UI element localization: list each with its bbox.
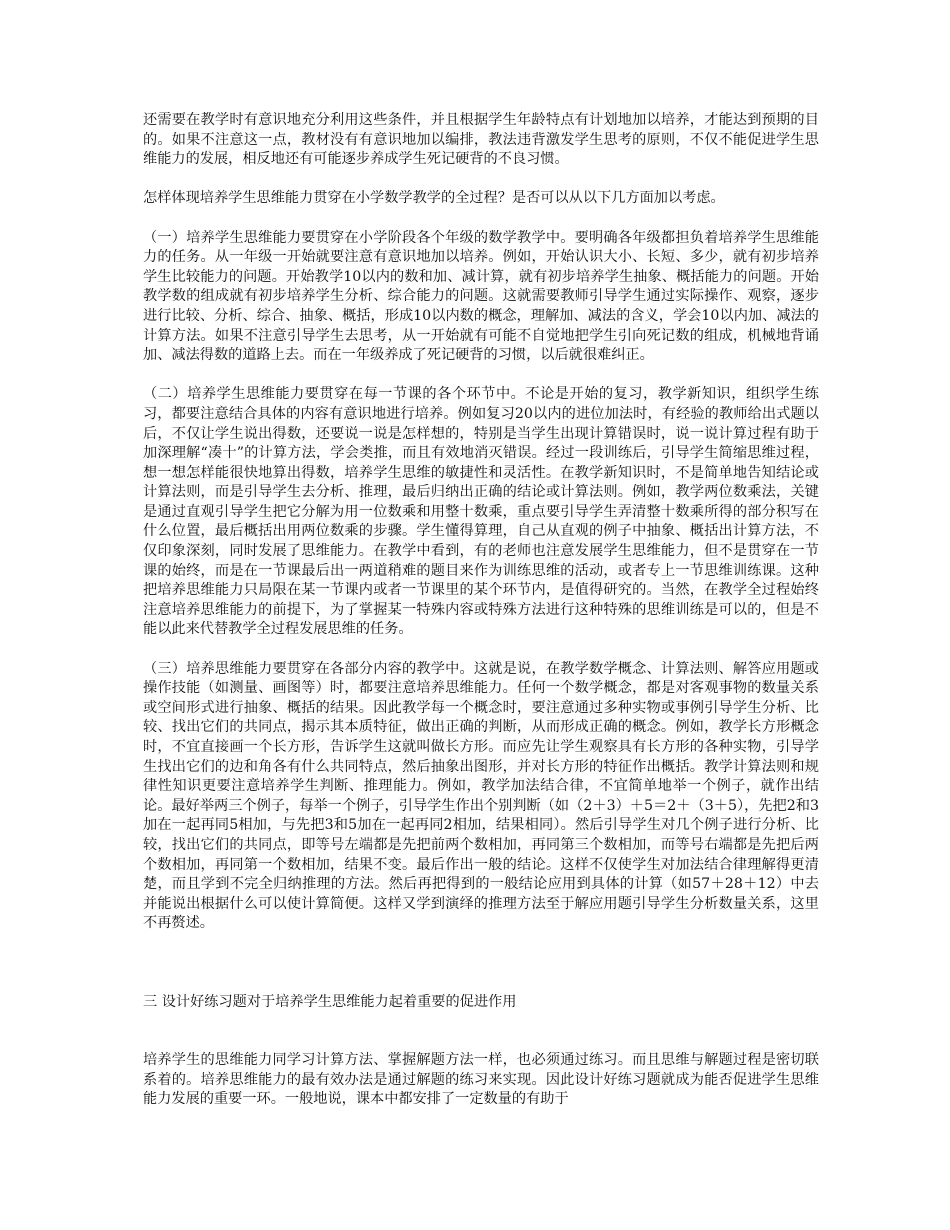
paragraph-section-3: 培养学生的思维能力同学习计算方法、掌握解题方法一样，也必须通过练习。而且思维与解题过程是密切联系着的。培养思维能力的最有效办法是通过解题的练习来实现。因此设计好练习题就成为能否促进学生思维能力发展的重要一环。一般地说，课本中都安排了一定数量的有助于	[143, 1052, 819, 1108]
paragraph-intro: 还需要在教学时有意识地充分利用这些条件，并且根据学生年龄特点有计划地加以培养，才能达到预期的目的。如果不注意这一点，教材没有有意识地加以编排，教法违背激发学生思考的原则，不仅不能促进学生思维能力的发展，相反地还有可能逐步养成学生死记硬背的不良习惯。	[143, 112, 819, 168]
paragraph-point-1: （一）培养学生思维能力要贯穿在小学阶段各个年级的数学教学中。要明确各年级都担负着培养学生思维能力的任务。从一年级一开始就要注意有意识地加以培养。例如，开始认识大小、长短、多少，就有初步培养学生比较能力的问题。开始教学10以内的数和加、减计算，就有初步培养学生抽象、概括能力的问题。开始教学数的组成就有初步培养学生分析、综合能力的问题。这就需要教师引导学生通过实际操作、观察，逐步进行比较、分析、综合、抽象、概括，形成10以内数的概念，理解加、减法的含义，学会10以内加、减法的计算方法。如果不注意引导学生去思考，从一开始就有可能不自觉地把学生引向死记数的组成，机械地背诵加、减法得数的道路上去。而在一年级养成了死记硬背的习惯，以后就很难纠正。	[143, 229, 819, 364]
document-page	[143, 111, 819, 1130]
paragraph-point-2: （二）培养学生思维能力要贯穿在每一节课的各个环节中。不论是开始的复习，教学新知识，组织学生练习，都要注意结合具体的内容有意识地进行培养。例如复习20以内的进位加法时，有经验的教师给出式题以后，不仅让学生说出得数，还要说一说是怎样想的，特别是当学生出现计算错误时，说一说计算过程有助于加深理解“凑十”的计算方法，学会类推，而且有效地消灭错误。经过一段训练后，引导学生简缩思维过程，想一想怎样能很快地算出得数，培养学生思维的敏捷性和灵活性。在教学新知识时，不是简单地告知结论或计算法则，而是引导学生去分析、推理，最后归纳出正确的结论或计算法则。例如，教学两位数乘法，关键是通过直观引导学生把它分解为用一位数乘和用整十数乘，重点要引导学生弄清整十数乘所得的部分积写在什么位置，最后概括出用两位数乘的步骤。学生懂得算理，自己从直观的例子中抽象、概括出计算方法，不仅印象深刻，同时发展了思维能力。在教学中看到，有的老师也注意发展学生思维能力，但不是贯穿在一节课的始终，而是在一节课最后出一两道稍难的题目来作为训练思维的活动，或者专上一节思维训练课。这种把培养思维能力只局限在某一节课内或者一节课里的某个环节内，是值得研究的。当然，在教学全过程始终注意培养思维能力的前提下，为了掌握某一特殊内容或特殊方法进行这种特殊的思维训练是可以的，但是不能以此来代替教学全过程发展思维的任务。	[143, 386, 819, 638]
paragraph-point-3: （三）培养思维能力要贯穿在各部分内容的教学中。这就是说，在教学数学概念、计算法则、解答应用题或操作技能（如测量、画图等）时，都要注意培养思维能力。任何一个数学概念，都是对客观事物的数量关系或空间形式进行抽象、概括的结果。因此教学每一个概念时，要注意通过多种实物或事例引导学生分析、比较、找出它们的共同点，揭示其本质特征，做出正确的判断，从而形成正确的概念。例如，教学长方形概念时，不宜直接画一个长方形，告诉学生这就叫做长方形。而应先让学生观察具有长方形的各种实物，引导学生找出它们的边和角各有什么共同特点，然后抽象出图形，并对长方形的特征作出概括。教学计算法则和规律性知识更要注意培养学生判断、推理能力。例如，教学加法结合律，不宜简单地举一个例子，就作出结论。最好举两三个例子，每举一个例子，引导学生作出个别判断（如（2＋3）＋5＝2＋（3＋5），先把2和3加在一起再同5相加，与先把3和5加在一起再同2相加，结果相同）。然后引导学生对几个例子进行分析、比较，找出它们的共同点，即等号左端都是先把前两个数相加，再同第三个数相加，而等号右端都是先把后两个数相加，再同第一个数相加，结果不变。最后作出一般的结论。这样不仅使学生对加法结合律理解得更清楚，而且学到不完全归纳推理的方法。然后再把得到的一般结论应用到具体的计算（如57＋28＋12）中去并能说出根据什么可以使计算简便。这样又学到演绎的推理方法至于解应用题引导学生分析数量关系，这里不再赘述。	[143, 660, 819, 932]
section-spacer-top	[143, 954, 819, 993]
paragraph-question: 怎样体现培养学生思维能力贯穿在小学数学教学的全过程？是否可以从以下几方面加以考虑。	[143, 190, 725, 207]
section-heading: 三 设计好练习题对于培养学生思维能力起着重要的促进作用	[143, 993, 517, 1010]
section-spacer-bottom	[143, 1012, 819, 1051]
